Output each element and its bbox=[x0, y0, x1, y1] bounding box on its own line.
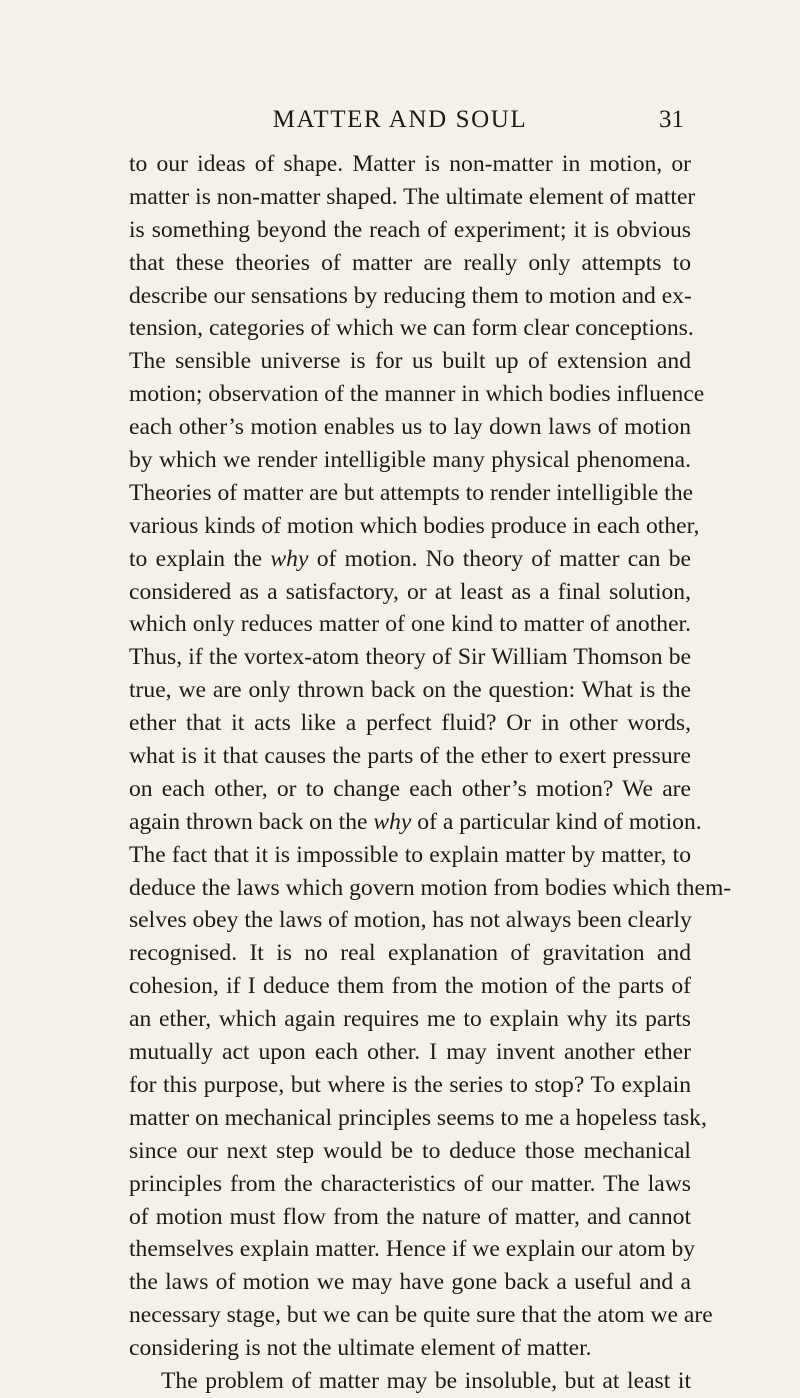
text-line: matter is non-matter shaped. The ultimate element of matter bbox=[129, 183, 696, 210]
text-line: for this purpose, but where is the series to stop? To explain bbox=[129, 1071, 691, 1098]
text-line: The problem of matter may be insoluble, but at least it bbox=[161, 1367, 691, 1394]
text-line: cohesion, if I deduce them from the motion of the parts of bbox=[129, 973, 691, 1000]
text-line: describe our sensations by reducing them to motion and ex- bbox=[129, 282, 692, 309]
text-line: the laws of motion we may have gone back a useful and a bbox=[129, 1269, 691, 1296]
body-text bbox=[129, 148, 732, 1398]
page-number: 31 bbox=[659, 106, 684, 133]
text-line: by which we render intelligible many physical phenomena. bbox=[129, 447, 691, 474]
text-line: that these theories of matter are really only attempts to bbox=[129, 249, 691, 276]
text-line: motion; observation of the manner in which bodies influence bbox=[129, 381, 705, 408]
text-run: of motion. No theory of matter can be bbox=[308, 545, 691, 572]
text-line: The sensible universe is for us built up of extension and bbox=[129, 348, 691, 375]
text-line: The fact that it is impossible to explain matter by matter, to bbox=[129, 841, 691, 868]
running-header bbox=[0, 106, 800, 140]
paragraph-2 bbox=[129, 1365, 691, 1398]
text-line: an ether, which again requires me to explain why its parts bbox=[129, 1006, 691, 1033]
text-run: to explain the bbox=[129, 545, 271, 572]
text-line: mutually act upon each other. I may invent another ether bbox=[129, 1039, 691, 1066]
text-line: selves obey the laws of motion, has not always been clearly bbox=[129, 907, 692, 934]
text-line: tension, categories of which we can form clear conceptions. bbox=[129, 315, 694, 342]
text-line: principles from the characteristics of our matter. The laws bbox=[129, 1170, 691, 1197]
text-line: what is it that causes the parts of the ether to exert pressure bbox=[129, 743, 691, 770]
text-line: necessary stage, but we can be quite sure that the atom we are bbox=[129, 1302, 713, 1329]
text-line: themselves explain matter. Hence if we explain our atom by bbox=[129, 1236, 696, 1263]
text-line: which only reduces matter of one kind to matter of another. bbox=[129, 611, 691, 638]
text-line: considered as a satisfactory, or at least as a final solution, bbox=[129, 578, 691, 605]
text-line bbox=[129, 806, 702, 839]
text-line: considering is not the ultimate element of matter. bbox=[129, 1335, 592, 1362]
emphasis-why: why bbox=[373, 808, 412, 835]
text-line: Theories of matter are but attempts to render intelligible the bbox=[129, 479, 694, 506]
text-line: matter on mechanical principles seems to me a hopeless task, bbox=[129, 1104, 707, 1131]
text-line: ether that it acts like a perfect fluid? Or in other words, bbox=[129, 710, 691, 737]
text-line: on each other, or to change each other’s motion? We are bbox=[129, 775, 691, 802]
text-run: again thrown back on the bbox=[129, 808, 374, 835]
text-line: is something beyond the reach of experiment; it is obvious bbox=[129, 216, 691, 243]
text-line: since our next step would be to deduce those mechanical bbox=[129, 1137, 691, 1164]
text-line: recognised. It is no real explanation of gravitation and bbox=[129, 940, 691, 967]
text-line: various kinds of motion which bodies produce in each other, bbox=[129, 512, 700, 539]
text-line: Thus, if the vortex-atom theory of Sir William Thomson be bbox=[129, 644, 691, 671]
text-line: of motion must flow from the nature of matter, and cannot bbox=[129, 1203, 691, 1230]
text-line: each other’s motion enables us to lay down laws of motion bbox=[129, 414, 691, 441]
emphasis-why: why bbox=[270, 545, 309, 572]
text-line: deduce the laws which govern motion from bodies which them- bbox=[129, 874, 732, 901]
text-line: to our ideas of shape. Matter is non-matter in motion, or bbox=[129, 151, 691, 177]
text-line bbox=[129, 543, 691, 576]
text-line: true, we are only thrown back on the question: What is the bbox=[129, 677, 691, 704]
paragraph-1 bbox=[129, 148, 732, 1365]
running-title: MATTER AND SOUL bbox=[272, 106, 528, 133]
text-run: of a particular kind of motion. bbox=[411, 808, 702, 835]
